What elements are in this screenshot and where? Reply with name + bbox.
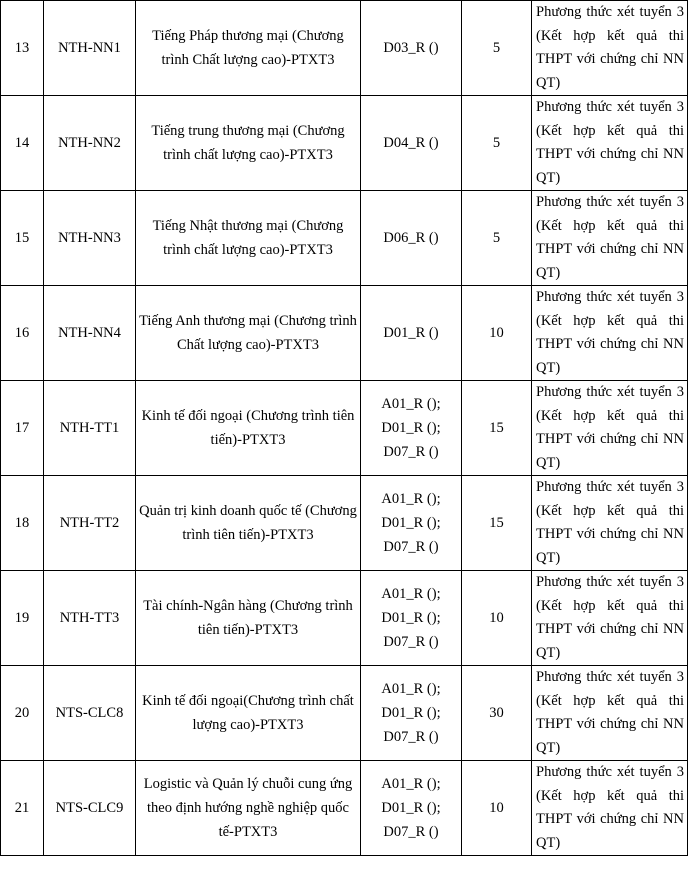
subject-combination-cell: A01_R (); D01_R (); D07_R ()	[361, 761, 462, 856]
subject-combination-cell: A01_R (); D01_R (); D07_R ()	[361, 381, 462, 476]
quota-cell: 30	[462, 666, 532, 761]
subject-combination-cell: D01_R ()	[361, 286, 462, 381]
subject-combination-cell: D04_R ()	[361, 96, 462, 191]
admission-method-text: Phương thức xét tuyển 3 (Kết hợp kết quả thi THPT với chứng chỉ NN QT)	[536, 194, 684, 281]
row-number-cell: 15	[1, 191, 44, 286]
admission-method-cell	[532, 381, 688, 476]
program-name-cell: Tiếng Nhật thương mại (Chương trình chất lượng cao)-PTXT3	[136, 191, 361, 286]
program-code-cell: NTH-TT3	[44, 571, 136, 666]
program-name-cell: Kinh tế đối ngoại(Chương trình chất lượng cao)-PTXT3	[136, 666, 361, 761]
program-code-cell: NTS-CLC8	[44, 666, 136, 761]
admission-method-text: Phương thức xét tuyển 3 (Kết hợp kết quả thi THPT với chứng chỉ NN QT)	[536, 99, 684, 186]
quota-cell: 10	[462, 286, 532, 381]
admission-method-text: Phương thức xét tuyển 3 (Kết hợp kết quả thi THPT với chứng chỉ NN QT)	[536, 289, 684, 376]
program-code-cell: NTH-TT2	[44, 476, 136, 571]
table-row	[1, 761, 688, 856]
quota-cell: 10	[462, 571, 532, 666]
table-row	[1, 96, 688, 191]
row-number-cell: 19	[1, 571, 44, 666]
subject-combination-cell: A01_R (); D01_R (); D07_R ()	[361, 476, 462, 571]
admission-method-cell	[532, 666, 688, 761]
quota-cell: 5	[462, 191, 532, 286]
program-name-cell: Tiếng trung thương mại (Chương trình chất lượng cao)-PTXT3	[136, 96, 361, 191]
program-name-cell: Tài chính-Ngân hàng (Chương trình tiên tiến)-PTXT3	[136, 571, 361, 666]
table-row	[1, 191, 688, 286]
subject-combination-cell: D06_R ()	[361, 191, 462, 286]
program-name-cell: Logistic và Quản lý chuỗi cung ứng theo định hướng nghề nghiệp quốc tế-PTXT3	[136, 761, 361, 856]
quota-cell: 15	[462, 476, 532, 571]
admission-method-cell	[532, 191, 688, 286]
admission-method-cell	[532, 96, 688, 191]
admission-method-cell	[532, 476, 688, 571]
table-row	[1, 1, 688, 96]
program-code-cell: NTS-CLC9	[44, 761, 136, 856]
table-row	[1, 286, 688, 381]
row-number-cell: 16	[1, 286, 44, 381]
admission-method-text: Phương thức xét tuyển 3 (Kết hợp kết quả thi THPT với chứng chỉ NN QT)	[536, 669, 684, 756]
subject-combination-cell: A01_R (); D01_R (); D07_R ()	[361, 571, 462, 666]
table-row	[1, 571, 688, 666]
program-name-cell: Tiếng Anh thương mại (Chương trình Chất lượng cao)-PTXT3	[136, 286, 361, 381]
admission-method-text: Phương thức xét tuyển 3 (Kết hợp kết quả thi THPT với chứng chỉ NN QT)	[536, 764, 684, 851]
admission-method-cell	[532, 571, 688, 666]
program-code-cell: NTH-TT1	[44, 381, 136, 476]
table-row	[1, 476, 688, 571]
program-code-cell: NTH-NN2	[44, 96, 136, 191]
row-number-cell: 17	[1, 381, 44, 476]
admission-method-text: Phương thức xét tuyển 3 (Kết hợp kết quả thi THPT với chứng chỉ NN QT)	[536, 574, 684, 661]
subject-combination-cell: D03_R ()	[361, 1, 462, 96]
admission-method-text: Phương thức xét tuyển 3 (Kết hợp kết quả thi THPT với chứng chỉ NN QT)	[536, 384, 684, 471]
quota-cell: 15	[462, 381, 532, 476]
row-number-cell: 18	[1, 476, 44, 571]
admission-method-text: Phương thức xét tuyển 3 (Kết hợp kết quả thi THPT với chứng chỉ NN QT)	[536, 4, 684, 91]
program-code-cell: NTH-NN4	[44, 286, 136, 381]
admission-method-text: Phương thức xét tuyển 3 (Kết hợp kết quả thi THPT với chứng chỉ NN QT)	[536, 479, 684, 566]
subject-combination-cell: A01_R (); D01_R (); D07_R ()	[361, 666, 462, 761]
program-name-cell: Kinh tế đối ngoại (Chương trình tiên tiến)-PTXT3	[136, 381, 361, 476]
table-row	[1, 381, 688, 476]
quota-cell: 5	[462, 96, 532, 191]
program-name-cell: Quản trị kinh doanh quốc tế (Chương trình tiên tiến)-PTXT3	[136, 476, 361, 571]
admission-method-cell	[532, 761, 688, 856]
program-name-cell: Tiếng Pháp thương mại (Chương trình Chất lượng cao)-PTXT3	[136, 1, 361, 96]
row-number-cell: 13	[1, 1, 44, 96]
admission-method-cell	[532, 1, 688, 96]
table-row	[1, 666, 688, 761]
row-number-cell: 21	[1, 761, 44, 856]
quota-cell: 5	[462, 1, 532, 96]
admission-method-cell	[532, 286, 688, 381]
row-number-cell: 14	[1, 96, 44, 191]
row-number-cell: 20	[1, 666, 44, 761]
program-code-cell: NTH-NN1	[44, 1, 136, 96]
table-body	[1, 1, 688, 856]
quota-cell: 10	[462, 761, 532, 856]
program-code-cell: NTH-NN3	[44, 191, 136, 286]
